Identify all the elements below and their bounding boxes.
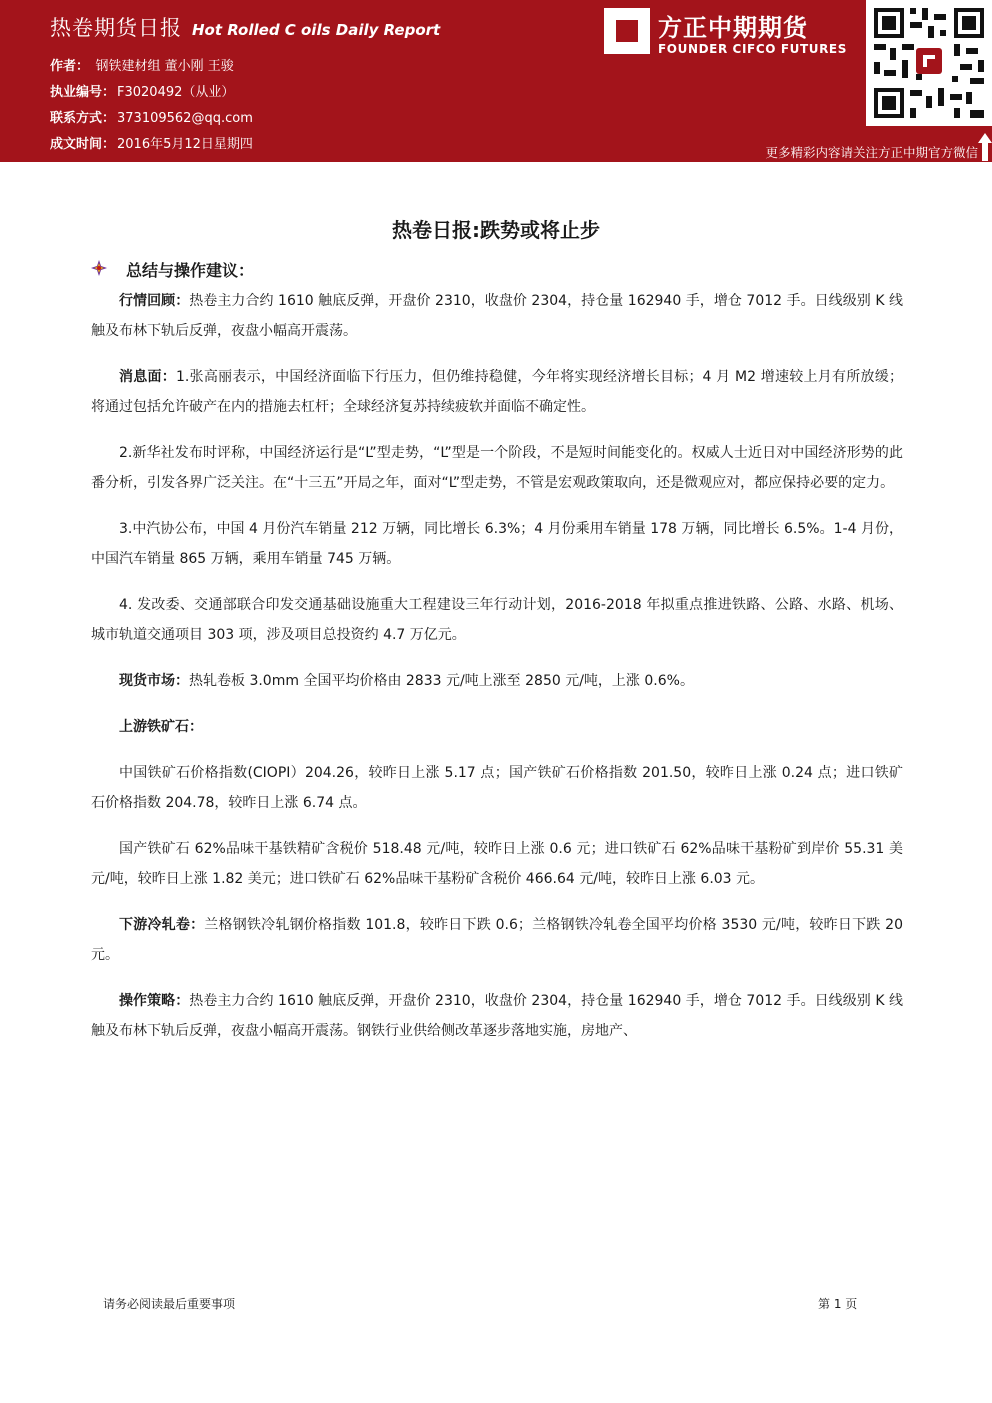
news-paragraph-1 (91, 362, 903, 422)
company-logo (600, 6, 860, 64)
contact-value[interactable]: 373109562@qq.com (117, 111, 253, 126)
strategy-paragraph (91, 986, 903, 1046)
news-text-4: 4. 发改委、交通部联合印发交通基础设施重大工程建设三年行动计划，2016-2018 年拟重点推进铁路、公路、水路、机场、城市轨道交通项目 303 项，涉及项目总投资约 4.7 万亿元。 (91, 597, 903, 643)
iron-ore-price-paragraph (91, 834, 903, 894)
date-row (50, 133, 253, 152)
date-label: 成文时间： (50, 137, 116, 152)
title-en: Hot Rolled C oils Daily Report (192, 21, 441, 39)
spot-market-label: 现货市场： (119, 673, 189, 689)
author-value: 钢铁建材组 董小刚 王骏 (95, 59, 234, 74)
news-label: 消息面： (119, 369, 177, 385)
market-review-label: 行情回顾： (119, 293, 190, 309)
logo-name-en: FOUNDER CIFCO FUTURES (658, 42, 847, 56)
strategy-text: 热卷主力合约 1610 触底反弹，开盘价 2310，收盘价 2304，持仓量 162940 手，增仓 7012 手。日线级别 K 线触及布林下轨后反弹，夜盘小幅高开震荡。钢铁行业供给侧改革逐步落地实施，房地产、 (91, 993, 904, 1039)
contact-label: 联系方式： (50, 111, 116, 126)
spot-market-text: 热轧卷板 3.0mm 全国平均价格由 2833 元/吨上涨至 2850 元/吨，上涨 0.6%。 (189, 673, 694, 689)
news-text-2: 2.新华社发布时评称，中国经济运行是“L”型走势，“L”型是一个阶段，不是短时间能变化的。权威人士近日对中国经济形势的此番分析，引发各界广泛关注。在“十三五”开局之年，面对“L”型走势，不管是宏观政策取向，还是微观应对，都应保持必要的定力。 (91, 445, 903, 491)
author-row (50, 55, 234, 74)
iron-ore-heading (91, 712, 903, 742)
iron-ore-price-text: 国产铁矿石 62%品味干基铁精矿含税价 518.48 元/吨，较昨日上涨 0.6 元；进口铁矿石 62%品味干基粉矿到岸价 55.31 美元/吨，较昨日上涨 1.82 美元；进口铁矿石 62%品味干基粉矿含税价 466.64 元/吨，较昨日上涨 6.03 元。 (91, 841, 903, 887)
section-heading: 总结与操作建议： (126, 261, 255, 280)
market-review-text: 热卷主力合约 1610 触底反弹，开盘价 2310，收盘价 2304，持仓量 162940 手，增仓 7012 手。日线级别 K 线触及布林下轨后反弹，夜盘小幅高开震荡。 (91, 293, 904, 339)
section-bullet-icon (91, 260, 107, 276)
footer-disclaimer: 请务必阅读最后重要事项 (103, 1297, 236, 1311)
cold-rolled-text: 兰格钢铁冷轧钢价格指数 101.8，较昨日下跌 0.6；兰格钢铁冷轧卷全国平均价格 3530 元/吨，较昨日下跌 20 元。 (91, 917, 903, 963)
report-header (0, 0, 992, 162)
page-number: 第 1 页 (818, 1297, 858, 1311)
follow-wechat-text: 更多精彩内容请关注方正中期官方微信 (765, 145, 978, 160)
news-paragraph-3 (91, 514, 903, 574)
news-paragraph-2 (91, 438, 903, 498)
news-text-1: 1.张高丽表示，中国经济面临下行压力，但仍维持稳健，今年将实现经济增长目标；4 月 M2 增速较上月有所放缓；将通过包括允许破产在内的措施去杠杆；全球经济复苏持续疲软并面临不确定性。 (91, 369, 903, 415)
report-body (91, 286, 903, 1062)
up-arrow-icon (978, 133, 992, 161)
iron-ore-index-paragraph (91, 758, 903, 818)
logo-mark-icon (604, 8, 650, 54)
wechat-qr-code-icon (866, 0, 992, 126)
page-title: 热卷日报:跌势或将止步 (392, 218, 600, 242)
news-paragraph-4 (91, 590, 903, 650)
market-review-paragraph (91, 286, 903, 346)
author-label: 作者： (50, 59, 90, 74)
title-cn: 热卷期货日报 (50, 16, 182, 40)
license-value: F3020492（从业） (117, 85, 235, 100)
date-value: 2016年5月12日星期四 (117, 137, 253, 152)
cold-rolled-paragraph (91, 910, 903, 970)
cold-rolled-label: 下游冷轧卷： (119, 917, 205, 933)
report-title-banner (50, 12, 440, 42)
iron-ore-index-text: 中国铁矿石价格指数(CIOPI）204.26，较昨日上涨 5.17 点；国产铁矿石价格指数 201.50，较昨日上涨 0.24 点；进口铁矿石价格指数 204.78，较昨日上涨 6.74 点。 (91, 765, 903, 811)
logo-name-cn: 方正中期期货 (658, 14, 808, 42)
license-row (50, 81, 234, 100)
strategy-label: 操作策略： (119, 993, 190, 1009)
license-label: 执业编号： (50, 85, 116, 100)
news-text-3: 3.中汽协公布，中国 4 月份汽车销量 212 万辆，同比增长 6.3%；4 月份乘用车销量 178 万辆，同比增长 6.5%。1-4 月份，中国汽车销量 865 万辆，乘用车销量 745 万辆。 (91, 521, 903, 567)
contact-row (50, 107, 253, 126)
spot-market-paragraph (91, 666, 903, 696)
iron-ore-label: 上游铁矿石： (119, 719, 203, 735)
